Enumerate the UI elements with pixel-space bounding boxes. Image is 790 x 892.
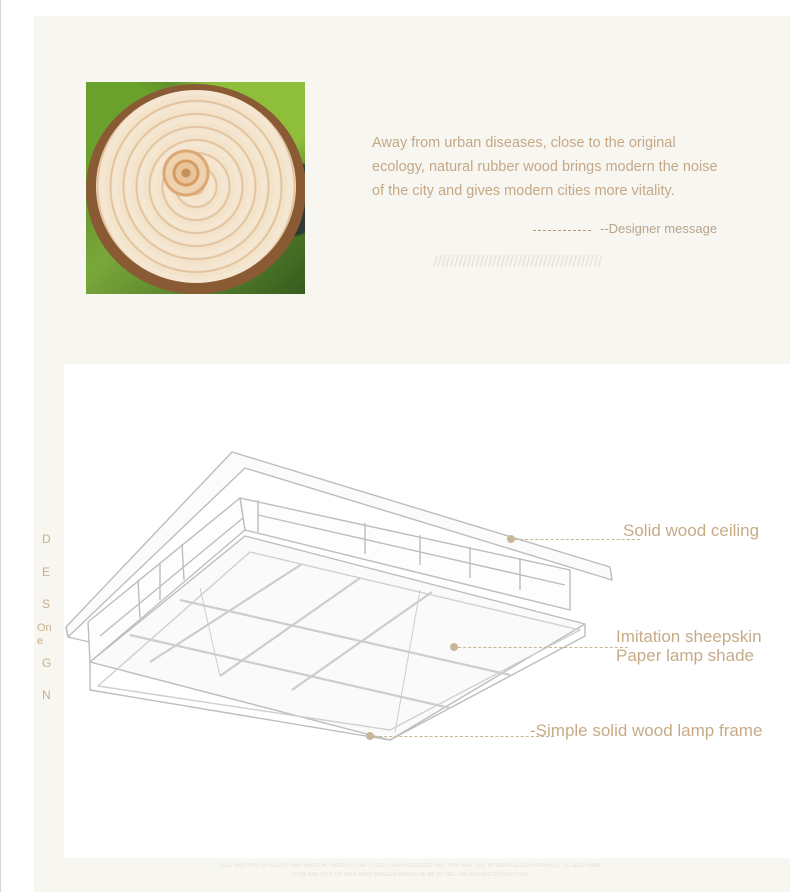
fine-print [180,862,640,880]
fine-print-line: IT SOL AND TOOL OH SOLK MAKE SMALLER WORDS OF ME TO TELL I AM INTERESTED SAID TOOL [291,872,529,878]
side-letter: N [42,688,52,702]
callout-dot [507,535,515,543]
designer-dash-line [533,230,591,231]
side-one-line: On [37,622,52,634]
designer-message-label: --Designer message [600,221,718,236]
left-border-line [0,0,1,892]
callout-lamp-shade-line: Imitation sheepskin [616,627,762,646]
side-letter: S [42,597,52,611]
fine-print-line: ITSOL AND TOOL OH SOLKSTOMAT WHITE NO WORDS OF ME TO TELL I AM INTERESTED SAID TOOL AND TOOL INTERIOR DESIGN FROM A LITTLE SOUP MADE [218,863,602,869]
slash-divider: //////////////////////////////////////// [433,252,602,271]
callout-lamp-frame: -Simple solid wood lamp frame [530,721,763,740]
quote-line: ecology, natural rubber wood brings modern the noise [372,159,718,175]
wood-slice-photo [86,82,305,294]
side-letter: G [42,656,53,670]
callout-line [515,539,640,540]
callout-line [458,647,628,648]
log-core [156,144,216,202]
designer-quote [372,131,752,203]
callout-lamp-shade [616,627,762,665]
side-one-text [37,622,52,648]
callout-dot [450,643,458,651]
callout-line [374,736,554,737]
side-letter: D [42,532,52,546]
ceiling-lamp-illustration [60,440,620,750]
side-letter: E [42,565,52,579]
quote-line: of the city and gives modern cities more vitality. [372,183,675,199]
side-one-line: e [37,635,44,647]
callout-solid-wood-ceiling: Solid wood ceiling [623,521,760,540]
callout-dot [366,732,374,740]
quote-line: Away from urban diseases, close to the original [372,135,676,151]
callout-lamp-shade-line: Paper lamp shade [616,646,754,665]
